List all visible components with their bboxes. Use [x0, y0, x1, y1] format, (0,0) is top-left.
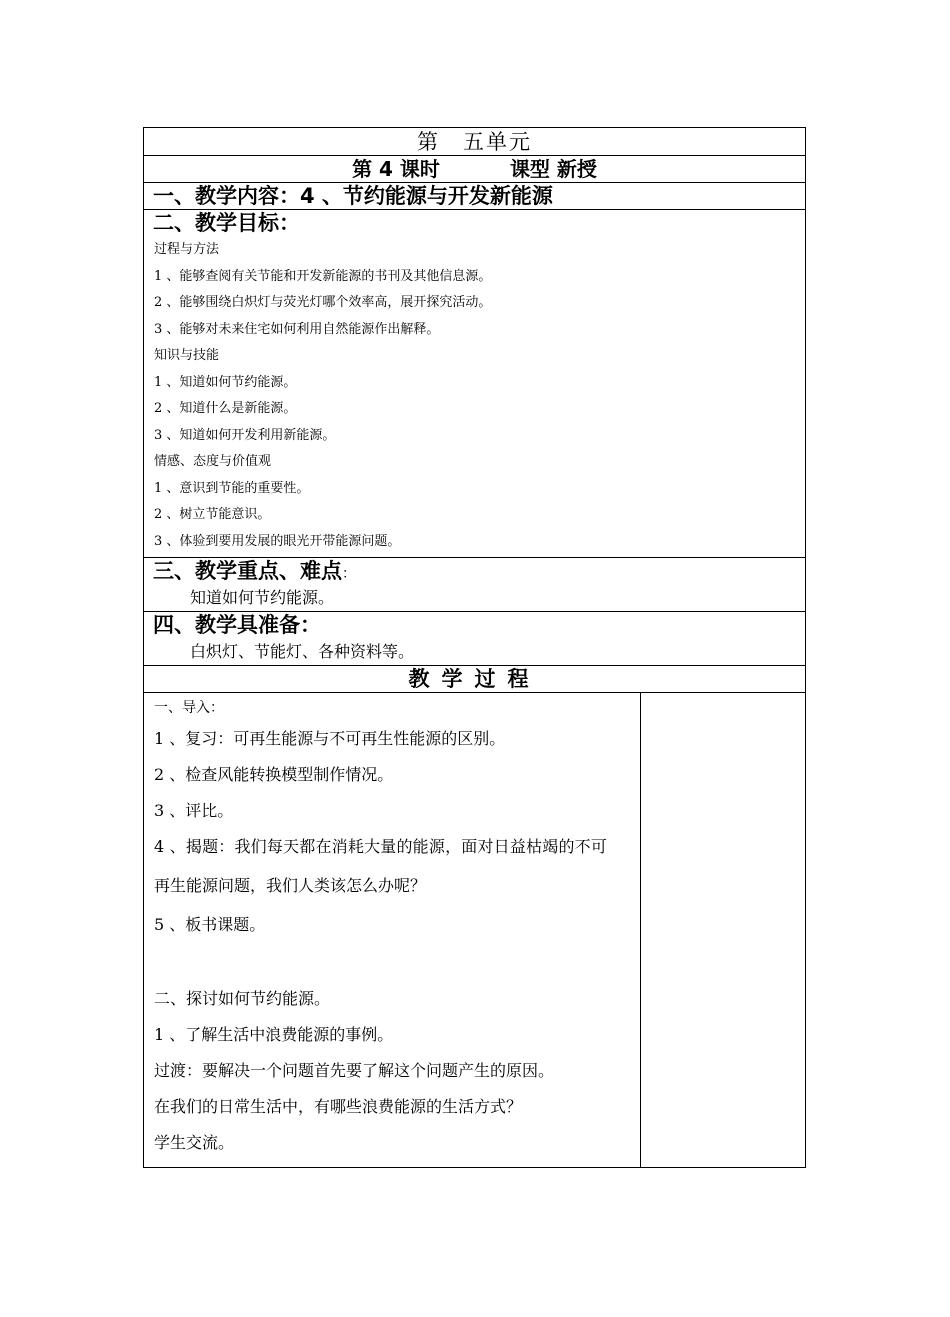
- lesson-number: 第 4 课时: [352, 157, 440, 181]
- process-notes-column: [641, 693, 805, 1167]
- process-step: 再生能源问题，我们人类该怎么办呢？: [154, 876, 427, 895]
- goal-item: 3 、体验到要用发展的眼光开带能源问题。: [154, 533, 401, 549]
- process-step: 1 、复习：可再生能源与不可再生性能源的区别。: [154, 729, 506, 748]
- goal-item: 2 、树立节能意识。: [154, 507, 271, 522]
- goal-item: 2 、知道什么是新能源。: [154, 401, 297, 416]
- key-points-section: [144, 558, 805, 612]
- materials-section: [144, 612, 805, 666]
- process-step: 2 、检查风能转换模型制作情况。: [154, 765, 394, 784]
- key-points-heading: [144, 558, 805, 585]
- process-step: 在我们的日常生活中，有哪些浪费能源的生活方式？: [154, 1097, 523, 1116]
- lesson-plan-table: [143, 127, 806, 1168]
- unit-title: 第 五单元: [144, 128, 805, 156]
- process-step: 1 、了解生活中浪费能源的事例。: [154, 1025, 394, 1044]
- process-step: 4 、揭题：我们每天都在消耗大量的能源，面对日益枯竭的不可: [154, 837, 608, 856]
- process-main-column: [144, 693, 641, 1167]
- goal-item: 1 、意识到节能的重要性。: [154, 480, 310, 496]
- process-step: 学生交流。: [154, 1133, 235, 1152]
- goal-group-title: 情感、态度与价值观: [154, 454, 272, 469]
- key-points-colon: ：: [342, 566, 356, 582]
- process-step: 过渡：要解决一个问题首先要了解这个问题产生的原因。: [154, 1061, 555, 1080]
- key-points-heading-text: 三、教学重点、难点: [153, 559, 342, 583]
- spacer: [154, 943, 640, 981]
- goal-item: 1 、能够查阅有关节能和开发新能源的书刊及其他信息源。: [154, 268, 492, 284]
- key-points-content: 知道如何节约能源。: [190, 588, 335, 607]
- process-body: [144, 693, 805, 1167]
- goal-group-title: 过程与方法: [154, 242, 220, 257]
- materials-content: 白炽灯、节能灯、各种资料等。: [190, 642, 415, 661]
- materials-heading: 四、教学具准备：: [153, 613, 321, 637]
- lesson-type: 课型 新授: [509, 157, 597, 181]
- process-title: 教学过程: [144, 666, 805, 693]
- goal-item: 3 、能够对未来住宅如何利用自然能源作出解释。: [154, 321, 440, 337]
- process-step: 3 、评比。: [154, 801, 234, 820]
- goal-item: 2 、能够围绕白炽灯与荧光灯哪个效率高，展开探究活动。: [154, 295, 492, 310]
- goal-item: 3 、知道如何开发利用新能源。: [154, 427, 336, 443]
- teaching-goals-heading: 二、教学目标：: [153, 211, 300, 235]
- teaching-content-heading: 一、教学内容：4 、节约能源与开发新能源: [144, 183, 805, 210]
- lesson-info-row: [144, 156, 805, 183]
- teaching-goals-section: [144, 210, 805, 558]
- goal-item: 1 、知道如何节约能源。: [154, 374, 297, 390]
- process-part-title: 二、探讨如何节约能源。: [154, 989, 331, 1008]
- process-part-title: 一、导入：: [154, 700, 224, 716]
- process-step: 5 、板书课题。: [154, 915, 266, 934]
- goal-group-title: 知识与技能: [154, 348, 220, 363]
